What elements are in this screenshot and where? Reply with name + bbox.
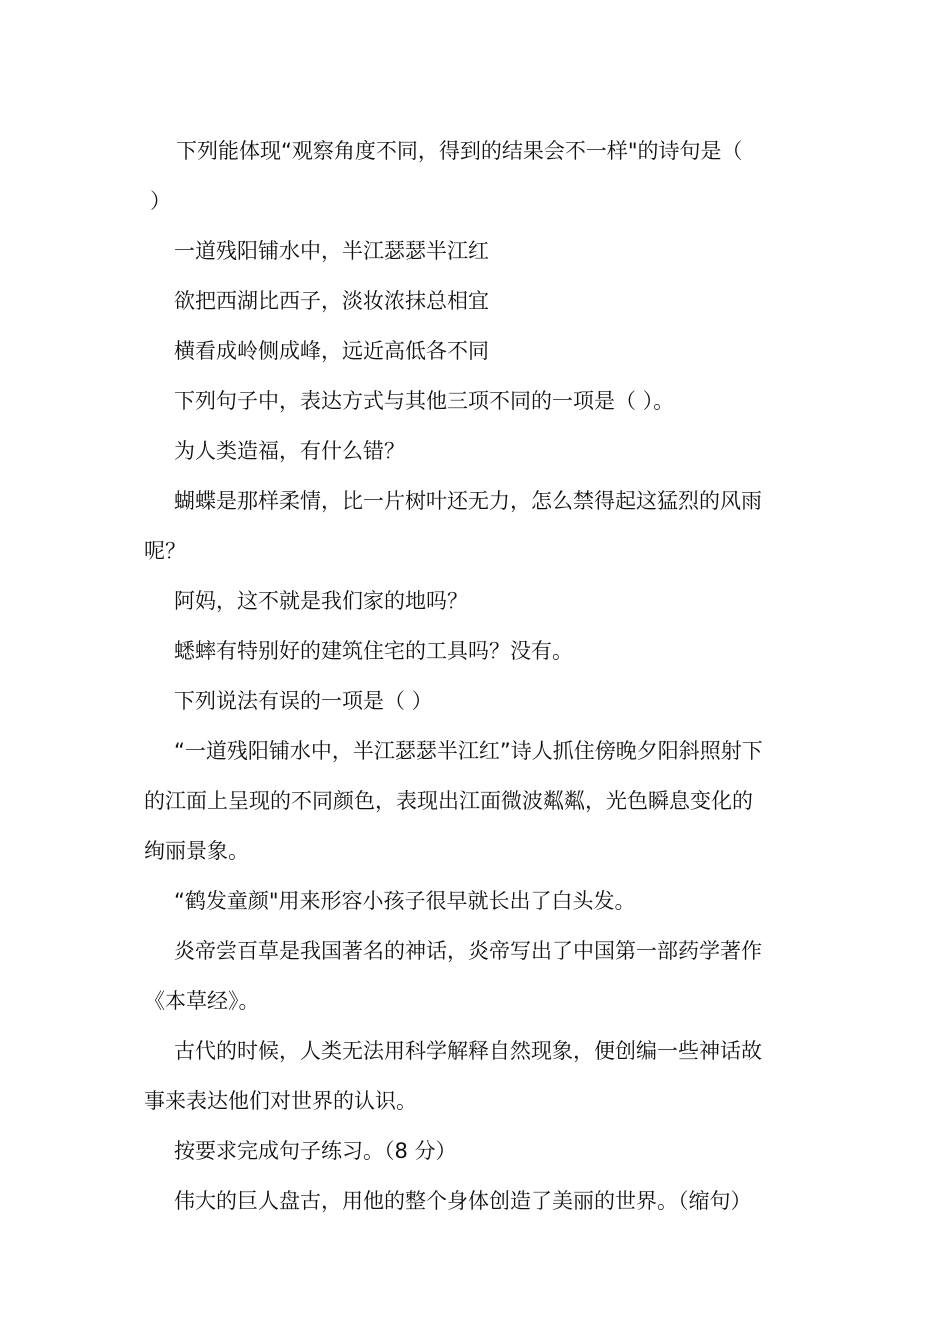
question-3-option-a: “一道残阳铺水中，半江瑟瑟半江红”诗人抓住傍晚夕阳斜照射下: [174, 739, 763, 763]
question-3-option-a-continued: 的江面上呈现的不同颜色，表现出江面微波粼粼，光色瞬息变化的: [144, 789, 753, 813]
question-1-option-b: 欲把西湖比西子，淡妆浓抹总相宜: [174, 289, 489, 313]
question-2-option-c: 阿妈，这不就是我们家的地吗？: [174, 589, 468, 613]
question-1-stem-continued: ）: [150, 189, 171, 213]
question-4-stem: 按要求完成句子练习。（8 分）: [174, 1139, 457, 1163]
question-3-option-c-continued: 《本草经》。: [144, 989, 260, 1013]
question-2-option-a: 为人类造福，有什么错？: [174, 439, 405, 463]
question-3-option-a-continued-2: 绚丽景象。: [144, 839, 249, 863]
question-2-option-d: 蟋蟀有特别好的建筑住宅的工具吗？没有。: [174, 639, 573, 663]
question-text-block: [144, 126, 814, 1226]
question-1-option-a: 一道残阳铺水中，半江瑟瑟半江红: [174, 239, 489, 263]
question-2-stem: 下列句子中，表达方式与其他三项不同的一项是（ ）。: [174, 389, 675, 413]
question-3-option-c: 炎帝尝百草是我国著名的神话，炎帝写出了中国第一部药学著作: [174, 939, 762, 963]
question-2-option-b: 蝴蝶是那样柔情，比一片树叶还无力，怎么禁得起这猛烈的风雨: [174, 489, 762, 513]
question-3-option-b: “鹤发童颜"用来形容小孩子很早就长出了白头发。: [174, 889, 636, 913]
question-3-option-d: 古代的时候，人类无法用科学解释自然现象，便创编一些神话故: [174, 1039, 762, 1063]
question-1-stem: 下列能体现“观察角度不同，得到的结果会不一样"的诗句是（: [176, 139, 743, 163]
question-2-option-b-continued: 呢？: [144, 539, 186, 563]
question-1-option-c: 横看成岭侧成峰，远近高低各不同: [174, 339, 489, 363]
question-3-option-d-continued: 事来表达他们对世界的认识。: [144, 1089, 417, 1113]
question-4-item-1: 伟大的巨人盘古，用他的整个身体创造了美丽的世界。（缩句）: [174, 1189, 752, 1213]
question-3-stem: 下列说法有误的一项是（ ）: [174, 689, 433, 713]
